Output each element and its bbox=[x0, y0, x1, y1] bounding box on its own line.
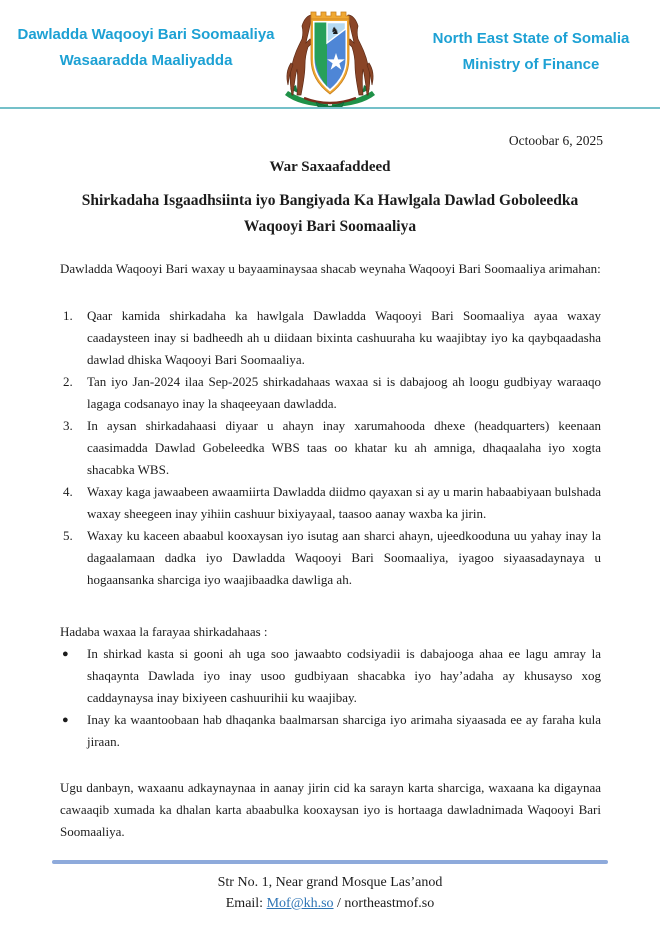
email-label: Email: bbox=[225, 896, 264, 911]
list-item: Waxay ku kaceen abaabul kooxaysan iyo isutag aan sharci ahayn, ujeedkooduna uu yahay inay la dagaalamaan dadka iyo Dawladda Waqooyi Bari Soomaaliya, iyagoo siyaasadaynaya u hogaansanka sharciga iyo waajibaadka dawliga ah. bbox=[87, 528, 601, 587]
org-english-line1: North East State of Somalia bbox=[432, 30, 630, 47]
list-item: Qaar kamida shirkadaha ka hawlgala Dawladda Waqooyi Bari Soomaaliya ayaa waxay caadaysteen inay si badheedh ah u diidaan bixinta cashuuraha ku waajibtay iyo ka qaybqaadasha dawlad dhiska Waqooyi Bari Soomaaliya. bbox=[87, 308, 601, 367]
org-english-line2: Ministry of Finance bbox=[462, 56, 600, 73]
numbered-list bbox=[60, 305, 601, 591]
website-text: / northeastmof.so bbox=[337, 896, 435, 911]
svg-text:♞: ♞ bbox=[330, 26, 340, 37]
footer-contact-line bbox=[0, 893, 660, 914]
footer bbox=[0, 872, 660, 914]
org-name-english bbox=[408, 26, 654, 78]
intro-paragraph: Dawladda Waqooyi Bari waxay u bayaaminaysaa shacab weynaha Waqooyi Bari Soomaaliya arimahan: bbox=[60, 261, 601, 276]
org-somali-line1: Dawladda Waqooyi Bari Soomaaliya bbox=[17, 26, 275, 43]
coat-of-arms-icon bbox=[284, 5, 376, 108]
bullet-list bbox=[60, 643, 601, 753]
closing-paragraph: Ugu danbayn, waxaanu adkaynaynaa in aanay jirin cid ka sarayn karta sharciga, waxaana ka digaynaa cawaaqib xumada ka dhalan karta abaabulka kooxaysan iyo is hortaaga dawladnimada Waqooyi Bari Soomaaliya. bbox=[60, 780, 601, 839]
org-somali-line2: Wasaaradda Maaliyadda bbox=[59, 52, 233, 69]
document-body bbox=[60, 258, 601, 843]
document-date: Octoobar 6, 2025 bbox=[508, 133, 603, 148]
email-link[interactable]: Mof@kh.so bbox=[266, 896, 334, 911]
org-name-somali bbox=[6, 22, 286, 74]
footer-address: Str No. 1, Near grand Mosque Las’anod bbox=[217, 875, 443, 890]
document-subtitle: Shirkadaha Isgaadhsiinta iyo Bangiyada Ka Hawlgala Dawlad Goboleedka Waqooyi Bari Soomaaliya bbox=[81, 192, 579, 235]
list-item: Tan iyo Jan-2024 ilaa Sep-2025 shirkadahaas waxaa si is dabajoog ah loogu gudbiyay waraaqo lagaga codsanayo inay la shaqeeyaan dawladda. bbox=[87, 374, 601, 411]
list-item: Waxay kaga jawaabeen awaamiirta Dawladda diidmo qayaxan si ay u marin habaabiyaan bulshada waxay sheegeen inay yihiin cashuur bixiyayaal, taasoo aanay waxba ka jirin. bbox=[87, 484, 601, 521]
header-divider bbox=[0, 107, 660, 109]
directive-heading: Hadaba waxaa la farayaa shirkadahaas : bbox=[60, 624, 268, 639]
list-item: ● Inay ka waantoobaan hab dhaqanka baalmarsan sharciga iyo arimaha siyaasada ee ay faraha kula jiraan. bbox=[60, 709, 601, 753]
footer-divider bbox=[52, 860, 608, 864]
list-item: ● In shirkad kasta si gooni ah uga soo jawaabto codsiyadii is dabajooga ahaa ee lagu amray la shaqaynta Dawlada iyo inay usoo gudbiyaan shacabka iyo hay’adaha ay khusayso xog caddaynaysa inay bixiyeen cashuurihii ku waajibay. bbox=[60, 643, 601, 709]
page-title: War Saxaafaddeed bbox=[269, 159, 391, 175]
list-item: In aysan shirkadahaasi diyaar u ahayn inay xarumahooda dhexe (headquarters) keenaan caasimadda Dawlad Gobeleedka WBS taas oo khatar ku ah amniga, dhaqaalaha iyo xogta shacabka WBS. bbox=[87, 418, 601, 477]
